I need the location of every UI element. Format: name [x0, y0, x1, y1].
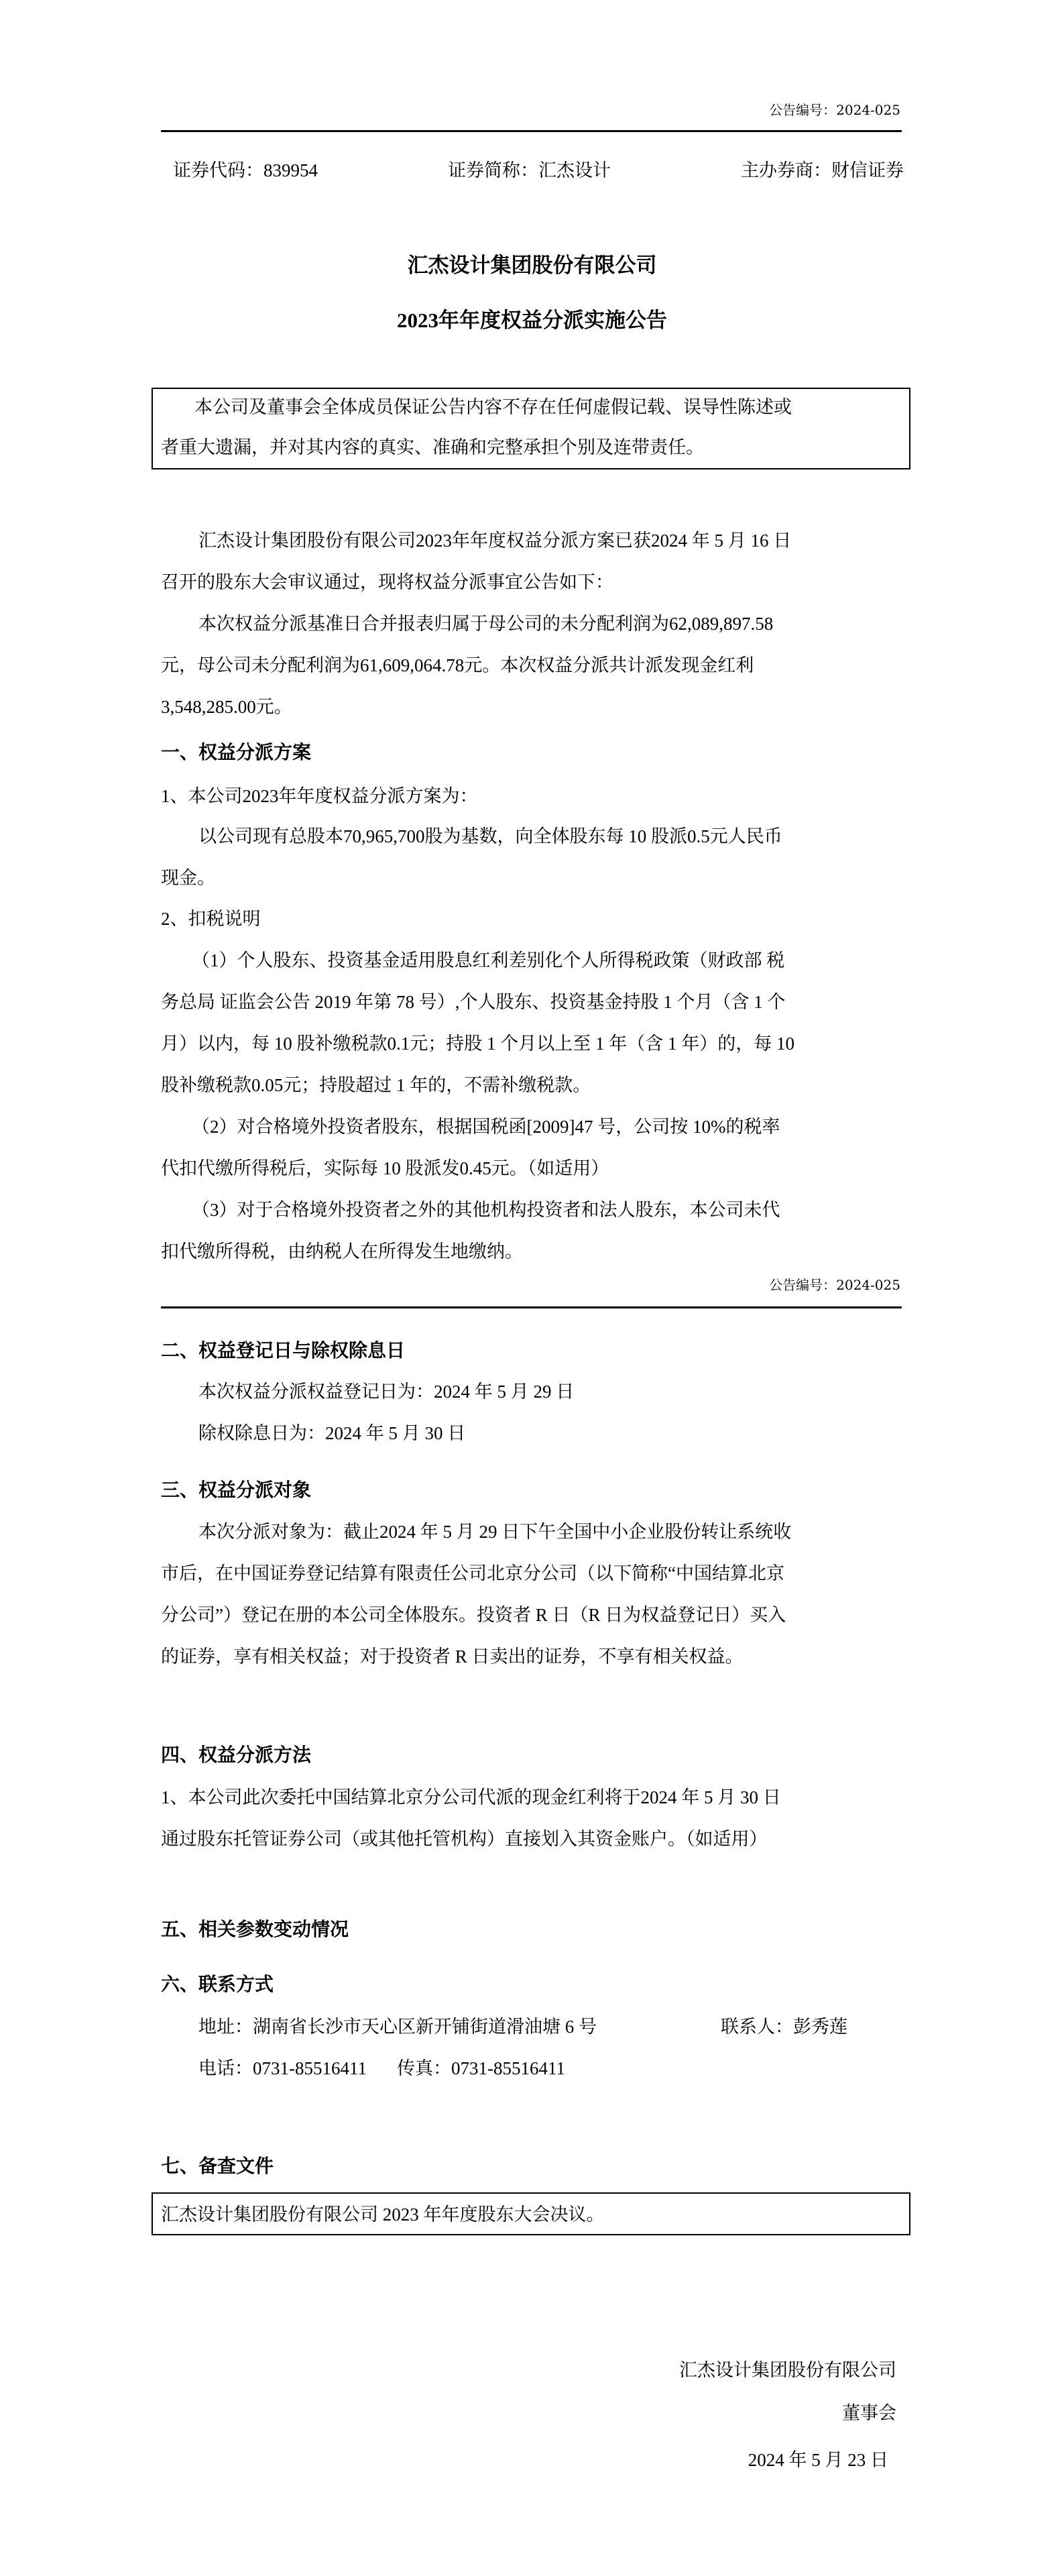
- page-2-divider: [161, 1306, 902, 1308]
- section-2-heading: 二、权益登记日与除权除息日: [161, 1341, 406, 1361]
- reference-document: 汇杰设计集团股份有限公司 2023 年年度股东大会决议。: [161, 2204, 605, 2225]
- tax-note-1-line-2: 务总局 证监会公告 2019 年第 78 号）,个人股东、投资基金持股 1 个月（含 1 个: [161, 992, 786, 1012]
- tax-note-1-line-1: （1）个人股东、投资基金适用股息红利差别化个人所得税政策（财政部 税: [192, 950, 785, 970]
- intro-p2-line-1: 本次权益分派基准日合并报表归属于母公司的未分配利润为62,089,897.58: [198, 614, 774, 634]
- section-4-heading: 四、权益分派方法: [161, 1745, 312, 1766]
- header-divider: [161, 130, 902, 132]
- signature-board: 董事会: [842, 2403, 896, 2423]
- distribution-plan-line-2: 现金。: [161, 868, 215, 888]
- section-6-heading: 六、联系方式: [161, 1974, 274, 1995]
- company-title: 汇杰设计集团股份有限公司: [407, 254, 657, 277]
- section-5-heading: 五、相关参数变动情况: [161, 1919, 349, 1940]
- distribution-target-line-2: 市后，在中国证券登记结算有限责任公司北京分公司（以下简称“中国结算北京: [161, 1563, 784, 1583]
- sponsor-broker: 主办券商：财信证券: [741, 160, 904, 180]
- tax-note-1-line-3: 月）以内，每 10 股补缴税款0.1元；持股 1 个月以上至 1 年（含 1 年）的，每 10: [161, 1033, 794, 1054]
- page-2-announcement-number: 公告编号：2024-025: [769, 1277, 900, 1293]
- tax-note-1-line-4: 股补缴税款0.05元；持股超过 1 年的，不需补缴税款。: [161, 1075, 591, 1095]
- ex-dividend-date: 除权除息日为：2024 年 5 月 30 日: [198, 1423, 466, 1443]
- distribution-plan-line-1: 以公司现有总股本70,965,700股为基数，向全体股东每 10 股派0.5元人民币: [198, 826, 782, 846]
- document-title: 2023年年度权益分派实施公告: [397, 309, 667, 332]
- section-1-item-1: 1、本公司2023年年度权益分派方案为：: [161, 786, 478, 806]
- section-7-heading: 七、备查文件: [161, 2156, 274, 2177]
- record-date: 本次权益分派权益登记日为：2024 年 5 月 29 日: [198, 1382, 575, 1402]
- distribution-target-line-4: 的证券，享有相关权益；对于投资者 R 日卖出的证券，不享有相关权益。: [161, 1646, 744, 1667]
- signature-date: 2024 年 5 月 23 日: [748, 2450, 888, 2470]
- distribution-method-line-1: 1、本公司此次委托中国结算北京分公司代派的现金红利将于2024 年 5 月 30 日: [161, 1787, 781, 1807]
- signature-company: 汇杰设计集团股份有限公司: [679, 2360, 896, 2380]
- contact-phone: 电话：0731-85516411: [198, 2058, 367, 2078]
- tax-note-3-line-2: 扣代缴所得税，由纳税人在所得发生地缴纳。: [161, 1241, 523, 1262]
- announcement-number: 公告编号：2024-025: [769, 102, 900, 118]
- intro-p2-line-2: 元，母公司未分配利润为61,609,064.78元。本次权益分派共计派发现金红利: [161, 655, 754, 675]
- disclaimer-line-2: 者重大遗漏，并对其内容的真实、准确和完整承担个别及连带责任。: [161, 437, 704, 457]
- section-3-heading: 三、权益分派对象: [161, 1480, 312, 1501]
- contact-address: 地址：湖南省长沙市天心区新开铺街道滑油塘 6 号: [198, 2017, 597, 2037]
- intro-p2-line-3: 3,548,285.00元。: [161, 697, 292, 717]
- intro-p1-line-2: 召开的股东大会审议通过，现将权益分派事宜公告如下：: [161, 572, 613, 592]
- intro-p1-line-1: 汇杰设计集团股份有限公司2023年年度权益分派方案已获2024 年 5 月 16 日: [198, 530, 792, 551]
- tax-note-2-line-2: 代扣代缴所得税后，实际每 10 股派发0.45元。（如适用）: [161, 1158, 609, 1178]
- securities-info-row: [173, 156, 904, 182]
- section-1-heading: 一、权益分派方案: [161, 742, 312, 763]
- tax-note-2-line-1: （2）对合格境外投资者股东，根据国税函[2009]47 号，公司按 10%的税率: [192, 1117, 780, 1137]
- contact-fax: 传真：0731-85516411: [397, 2058, 565, 2078]
- contact-person: 联系人：彭秀莲: [721, 2017, 847, 2037]
- disclaimer-line-1: 本公司及董事会全体成员保证公告内容不存在任何虚假记载、误导性陈述或: [194, 397, 792, 417]
- distribution-target-line-1: 本次分派对象为：截止2024 年 5 月 29 日下午全国中小企业股份转让系统收: [198, 1522, 792, 1542]
- tax-note-3-line-1: （3）对于合格境外投资者之外的其他机构投资者和法人股东，本公司未代: [192, 1200, 780, 1220]
- section-1-item-2: 2、扣税说明: [161, 909, 261, 929]
- distribution-method-line-2: 通过股东托管证券公司（或其他托管机构）直接划入其资金账户。（如适用）: [161, 1829, 768, 1849]
- securities-code: 证券代码：839954: [173, 160, 318, 180]
- distribution-target-line-3: 分公司”）登记在册的本公司全体股东。投资者 R 日（R 日为权益登记日）买入: [161, 1605, 786, 1625]
- securities-abbreviation: 证券简称：汇杰设计: [448, 160, 611, 180]
